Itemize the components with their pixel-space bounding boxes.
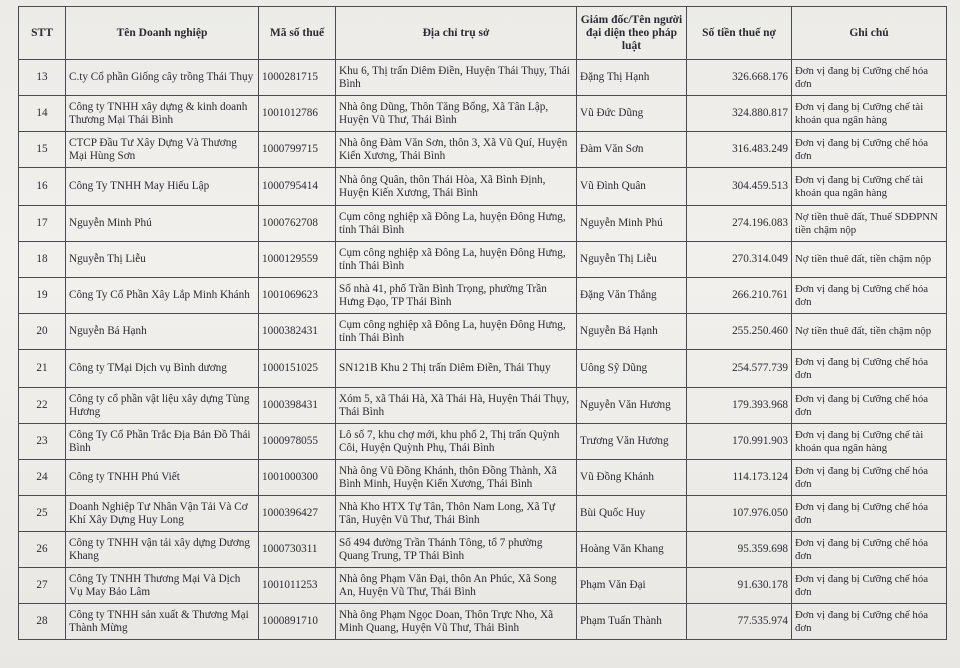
cell-tax-code: 1000398431 xyxy=(259,388,336,424)
cell-address: Xóm 5, xã Thái Hà, Xã Thái Hà, Huyện Thái Thụy, Thái Bình xyxy=(336,388,577,424)
cell-tax-code: 1000396427 xyxy=(259,496,336,532)
cell-debt: 170.991.903 xyxy=(687,424,792,460)
table-row xyxy=(19,168,947,206)
cell-note: Nợ tiền thuê đất, tiền chậm nộp xyxy=(792,314,947,350)
cell-stt: 18 xyxy=(19,242,66,278)
cell-debt: 324.880.817 xyxy=(687,96,792,132)
cell-note: Nợ tiền thuê đất, Thuế SDĐPNN tiền chậm nộp xyxy=(792,206,947,242)
table-row xyxy=(19,460,947,496)
table-row xyxy=(19,532,947,568)
cell-note: Đơn vị đang bị Cưỡng chế hóa đơn xyxy=(792,496,947,532)
table-row xyxy=(19,60,947,96)
table-row xyxy=(19,388,947,424)
cell-debt: 95.359.698 xyxy=(687,532,792,568)
cell-director: Trương Văn Hương xyxy=(577,424,687,460)
cell-company-name: CTCP Đầu Tư Xây Dựng Và Thương Mại Hùng Sơn xyxy=(66,132,259,168)
cell-director: Vũ Đình Quân xyxy=(577,168,687,206)
cell-note: Đơn vị đang bị Cưỡng chế hóa đơn xyxy=(792,604,947,640)
cell-company-name: Công Ty Cổ Phần Trắc Địa Bản Đồ Thái Bình xyxy=(66,424,259,460)
cell-note: Đơn vị đang bị Cưỡng chế hóa đơn xyxy=(792,568,947,604)
cell-stt: 20 xyxy=(19,314,66,350)
cell-stt: 21 xyxy=(19,350,66,388)
cell-debt: 255.250.460 xyxy=(687,314,792,350)
cell-director: Uông Sỹ Dũng xyxy=(577,350,687,388)
cell-address: Khu 6, Thị trấn Diêm Điền, Huyện Thái Thụy, Thái Bình xyxy=(336,60,577,96)
cell-debt: 77.535.974 xyxy=(687,604,792,640)
cell-tax-code: 1000799715 xyxy=(259,132,336,168)
cell-director: Nguyễn Văn Hương xyxy=(577,388,687,424)
cell-address: Nhà ông Phạm Ngọc Doan, Thôn Trực Nho, Xã Minh Quang, Huyện Vũ Thư, Thái Bình xyxy=(336,604,577,640)
cell-company-name: Công ty cổ phần vật liệu xây dựng Tùng Hương xyxy=(66,388,259,424)
cell-company-name: Nguyễn Bá Hạnh xyxy=(66,314,259,350)
cell-stt: 28 xyxy=(19,604,66,640)
cell-debt: 179.393.968 xyxy=(687,388,792,424)
cell-company-name: Công ty TNHH sản xuất & Thương Mại Thành Mừng xyxy=(66,604,259,640)
cell-debt: 91.630.178 xyxy=(687,568,792,604)
cell-company-name: Nguyễn Thị Liễu xyxy=(66,242,259,278)
cell-company-name: Doanh Nghiệp Tư Nhân Vận Tải Và Cơ Khí Xây Dựng Huy Long xyxy=(66,496,259,532)
cell-tax-code: 1000382431 xyxy=(259,314,336,350)
cell-stt: 15 xyxy=(19,132,66,168)
cell-tax-code: 1000891710 xyxy=(259,604,336,640)
cell-company-name: Công Ty Cổ Phần Xây Lắp Minh Khánh xyxy=(66,278,259,314)
cell-director: Đàm Văn Sơn xyxy=(577,132,687,168)
cell-address: Lô số 7, khu chợ mới, khu phố 2, Thị trấn Quỳnh Côi, Huyện Quỳnh Phụ, Thái Bình xyxy=(336,424,577,460)
header-company-name: Tên Doanh nghiệp xyxy=(66,7,259,60)
cell-note: Đơn vị đang bị Cưỡng chế hóa đơn xyxy=(792,132,947,168)
cell-company-name: Công ty TNHH Phú Viết xyxy=(66,460,259,496)
cell-tax-code: 1001012786 xyxy=(259,96,336,132)
cell-note: Đơn vị đang bị Cưỡng chế tài khoản qua ngân hàng xyxy=(792,424,947,460)
table-row xyxy=(19,242,947,278)
cell-stt: 22 xyxy=(19,388,66,424)
cell-director: Đặng Văn Thắng xyxy=(577,278,687,314)
header-debt: Số tiền thuế nợ xyxy=(687,7,792,60)
header-note: Ghi chú xyxy=(792,7,947,60)
cell-stt: 26 xyxy=(19,532,66,568)
cell-director: Nguyễn Minh Phú xyxy=(577,206,687,242)
tax-debt-table xyxy=(18,6,947,640)
table-row xyxy=(19,568,947,604)
cell-debt: 266.210.761 xyxy=(687,278,792,314)
cell-address: Số nhà 41, phố Trần Bình Trọng, phường Trần Hưng Đạo, TP Thái Bình xyxy=(336,278,577,314)
cell-tax-code: 1001000300 xyxy=(259,460,336,496)
table-row xyxy=(19,96,947,132)
cell-tax-code: 1001069623 xyxy=(259,278,336,314)
cell-note: Đơn vị đang bị Cưỡng chế hóa đơn xyxy=(792,460,947,496)
cell-address: Nhà ông Phạm Văn Đại, thôn An Phúc, Xã Song An, Huyện Vũ Thư, Thái Bình xyxy=(336,568,577,604)
cell-company-name: Công ty TMại Dịch vụ Bình dương xyxy=(66,350,259,388)
cell-company-name: C.ty Cổ phần Giống cây trồng Thái Thụy xyxy=(66,60,259,96)
cell-address: Nhà ông Vũ Đồng Khánh, thôn Đồng Thành, Xã Bình Minh, Huyện Kiến Xương, Thái Bình xyxy=(336,460,577,496)
cell-stt: 19 xyxy=(19,278,66,314)
cell-stt: 13 xyxy=(19,60,66,96)
cell-tax-code: 1000795414 xyxy=(259,168,336,206)
cell-note: Đơn vị đang bị Cưỡng chế tài khoản qua ngân hàng xyxy=(792,96,947,132)
cell-tax-code: 1000281715 xyxy=(259,60,336,96)
cell-tax-code: 1000762708 xyxy=(259,206,336,242)
cell-debt: 254.577.739 xyxy=(687,350,792,388)
cell-note: Đơn vị đang bị Cưỡng chế hóa đơn xyxy=(792,388,947,424)
cell-director: Phạm Văn Đại xyxy=(577,568,687,604)
cell-tax-code: 1000129559 xyxy=(259,242,336,278)
cell-debt: 114.173.124 xyxy=(687,460,792,496)
cell-tax-code: 1000151025 xyxy=(259,350,336,388)
cell-address: Nhà ông Dũng, Thôn Tăng Bổng, Xã Tân Lập, Huyện Vũ Thư, Thái Bình xyxy=(336,96,577,132)
cell-director: Nguyễn Bá Hạnh xyxy=(577,314,687,350)
cell-debt: 316.483.249 xyxy=(687,132,792,168)
cell-stt: 27 xyxy=(19,568,66,604)
cell-director: Đặng Thị Hạnh xyxy=(577,60,687,96)
cell-note: Đơn vị đang bị Cưỡng chế hóa đơn xyxy=(792,278,947,314)
header-tax-code: Mã số thuế xyxy=(259,7,336,60)
cell-director: Hoàng Văn Khang xyxy=(577,532,687,568)
cell-stt: 24 xyxy=(19,460,66,496)
cell-stt: 25 xyxy=(19,496,66,532)
cell-company-name: Công ty TNHH vận tải xây dựng Dương Khang xyxy=(66,532,259,568)
cell-tax-code: 1000730311 xyxy=(259,532,336,568)
cell-address: Nhà ông Quân, thôn Thái Hòa, Xã Bình Định, Huyện Kiến Xương, Thái Bình xyxy=(336,168,577,206)
table-row xyxy=(19,496,947,532)
cell-address: Cụm công nghiệp xã Đông La, huyện Đông Hưng, tỉnh Thái Bình xyxy=(336,314,577,350)
cell-company-name: Công Ty TNHH May Hiếu Lập xyxy=(66,168,259,206)
header-address: Địa chỉ trụ sở xyxy=(336,7,577,60)
header-stt: STT xyxy=(19,7,66,60)
table-header-row xyxy=(19,7,947,60)
cell-director: Vũ Đồng Khánh xyxy=(577,460,687,496)
cell-company-name: Công ty TNHH xây dựng & kinh doanh Thương Mại Thái Bình xyxy=(66,96,259,132)
cell-address: Nhà Kho HTX Tự Tân, Thôn Nam Long, Xã Tự Tân, Huyện Vũ Thư, Thái Bình xyxy=(336,496,577,532)
cell-note: Đơn vị đang bị Cưỡng chế hóa đơn xyxy=(792,60,947,96)
table-row xyxy=(19,278,947,314)
cell-address: Nhà ông Đàm Văn Sơn, thôn 3, Xã Vũ Quí, Huyện Kiến Xương, Thái Bình xyxy=(336,132,577,168)
table-row xyxy=(19,132,947,168)
cell-debt: 304.459.513 xyxy=(687,168,792,206)
cell-stt: 16 xyxy=(19,168,66,206)
cell-director: Nguyễn Thị Liễu xyxy=(577,242,687,278)
cell-debt: 107.976.050 xyxy=(687,496,792,532)
table-row xyxy=(19,350,947,388)
table-row xyxy=(19,604,947,640)
cell-company-name: Công Ty TNHH Thương Mại Và Dịch Vụ May Bảo Lâm xyxy=(66,568,259,604)
cell-note: Đơn vị đang bị Cưỡng chế hóa đơn xyxy=(792,350,947,388)
cell-note: Đơn vị đang bị Cưỡng chế hóa đơn xyxy=(792,532,947,568)
cell-note: Nợ tiền thuê đất, tiền chậm nộp xyxy=(792,242,947,278)
cell-stt: 23 xyxy=(19,424,66,460)
cell-stt: 17 xyxy=(19,206,66,242)
cell-director: Bùi Quốc Huy xyxy=(577,496,687,532)
cell-tax-code: 1000978055 xyxy=(259,424,336,460)
cell-debt: 274.196.083 xyxy=(687,206,792,242)
cell-address: Cụm công nghiệp xã Đông La, huyện Đông Hưng, tỉnh Thái Bình xyxy=(336,206,577,242)
cell-director: Vũ Đức Dũng xyxy=(577,96,687,132)
cell-tax-code: 1001011253 xyxy=(259,568,336,604)
table-row xyxy=(19,206,947,242)
table-row xyxy=(19,424,947,460)
table-row xyxy=(19,314,947,350)
cell-address: SN121B Khu 2 Thị trấn Diêm Điền, Thái Thụy xyxy=(336,350,577,388)
header-director: Giám đốc/Tên người đại diện theo pháp luật xyxy=(577,7,687,60)
cell-debt: 326.668.176 xyxy=(687,60,792,96)
cell-address: Cụm công nghiệp xã Đông La, huyện Đông Hưng, tỉnh Thái Bình xyxy=(336,242,577,278)
cell-director: Phạm Tuấn Thành xyxy=(577,604,687,640)
cell-debt: 270.314.049 xyxy=(687,242,792,278)
cell-stt: 14 xyxy=(19,96,66,132)
cell-company-name: Nguyễn Minh Phú xyxy=(66,206,259,242)
cell-note: Đơn vị đang bị Cưỡng chế tài khoản qua ngân hàng xyxy=(792,168,947,206)
cell-address: Số 494 đường Trần Thánh Tông, tổ 7 phường Quang Trung, TP Thái Bình xyxy=(336,532,577,568)
